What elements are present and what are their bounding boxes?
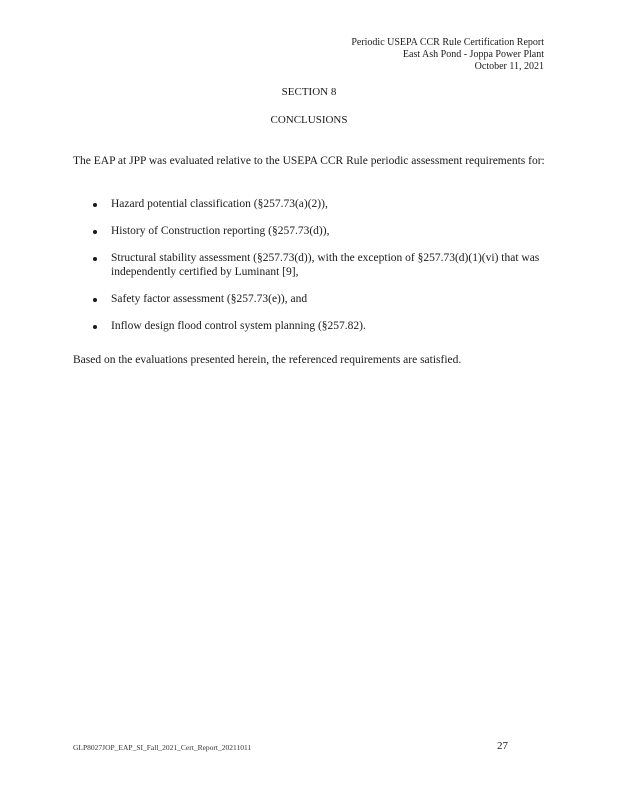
- header-date: October 11, 2021: [474, 61, 544, 72]
- bullet-icon: [93, 325, 97, 329]
- list-item-text: Inflow design flood control system planning (§257.82).: [111, 320, 366, 332]
- bullet-icon: [93, 298, 97, 302]
- header-report-title: Periodic USEPA CCR Rule Certification Report: [351, 37, 544, 48]
- intro-paragraph: The EAP at JPP was evaluated relative to the USEPA CCR Rule periodic assessment requirements for:: [73, 155, 545, 167]
- bullet-icon: [93, 203, 97, 207]
- bullet-icon: [93, 257, 97, 261]
- header-site-name: East Ash Pond - Joppa Power Plant: [402, 49, 544, 60]
- section-title: CONCLUSIONS: [270, 114, 348, 126]
- list-item-text: Safety factor assessment (§257.73(e)), and: [111, 293, 308, 305]
- list-item: [73, 197, 548, 211]
- list-item-text: Structural stability assessment (§257.73(d)), with the exception of §257.73(d)(1)(vi) that was independently certified by Luminant [9],: [111, 252, 540, 278]
- requirements-list: [73, 197, 548, 346]
- footer-document-id: GLP8027JOP_EAP_SI_Fall_2021_Cert_Report_20211011: [73, 743, 252, 752]
- list-item-text: Hazard potential classification (§257.73(a)(2)),: [111, 198, 328, 210]
- page-number: 27: [497, 740, 508, 752]
- bullet-icon: [93, 230, 97, 234]
- list-item: [73, 319, 548, 333]
- list-item-text: History of Construction reporting (§257.73(d)),: [111, 225, 330, 237]
- conclusion-paragraph: Based on the evaluations presented herein, the referenced requirements are satisfied.: [73, 354, 462, 366]
- report-header: [351, 37, 544, 73]
- section-number: SECTION 8: [281, 86, 337, 98]
- list-item: [73, 224, 548, 238]
- list-item: [73, 292, 548, 306]
- list-item: [73, 251, 548, 279]
